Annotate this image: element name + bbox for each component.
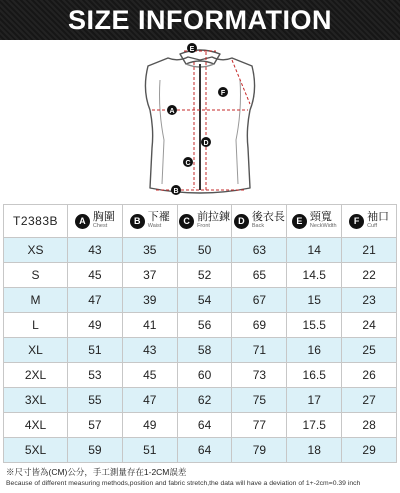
value-cell: 35	[122, 238, 177, 263]
value-cell: 77	[232, 413, 287, 438]
value-cell: 37	[122, 263, 177, 288]
value-cell: 49	[68, 313, 123, 338]
value-cell: 75	[232, 388, 287, 413]
col-neck-cn: 頸寬	[309, 211, 332, 224]
value-cell: 16.5	[287, 363, 342, 388]
value-cell: 23	[342, 288, 397, 313]
marker-f-label: F	[220, 90, 226, 97]
value-cell: 43	[122, 338, 177, 363]
value-cell: 71	[232, 338, 287, 363]
col-neck	[287, 205, 342, 238]
value-cell: 64	[177, 438, 232, 463]
value-cell: 62	[177, 388, 232, 413]
col-chest-cn: 胸圍	[92, 211, 115, 224]
col-back	[232, 205, 287, 238]
value-cell: 54	[177, 288, 232, 313]
cuff-measure-line	[232, 60, 250, 104]
size-table	[3, 204, 397, 463]
value-cell: 41	[122, 313, 177, 338]
col-chest	[68, 205, 123, 238]
value-cell: 53	[68, 363, 123, 388]
table-row	[4, 413, 397, 438]
value-cell: 28	[342, 413, 397, 438]
marker-b	[171, 185, 181, 195]
marker-f	[218, 87, 228, 97]
value-cell: 64	[177, 413, 232, 438]
size-cell: XL	[4, 338, 68, 363]
col-cuff-cn: 袖口	[367, 211, 390, 224]
marker-e	[187, 43, 197, 53]
value-cell: 45	[68, 263, 123, 288]
marker-c-label: C	[185, 160, 191, 167]
value-cell: 43	[68, 238, 123, 263]
value-cell: 27	[342, 388, 397, 413]
value-cell: 58	[177, 338, 232, 363]
value-cell: 22	[342, 263, 397, 288]
measurement-note-en: Because of different measuring methods,position and fabric stretch,the data will have a deviation of 1+-2cm=0.39 inch	[6, 480, 361, 487]
badge-b: B	[130, 214, 145, 229]
badge-a: A	[75, 214, 90, 229]
measurement-note-cn: ※尺寸皆為(CM)公分，手工測量存在1-2CM誤差	[6, 467, 187, 477]
value-cell: 17.5	[287, 413, 342, 438]
value-cell: 14.5	[287, 263, 342, 288]
value-cell: 50	[177, 238, 232, 263]
value-cell: 67	[232, 288, 287, 313]
value-cell: 17	[287, 388, 342, 413]
value-cell: 15	[287, 288, 342, 313]
marker-d	[201, 137, 211, 147]
value-cell: 56	[177, 313, 232, 338]
value-cell: 14	[287, 238, 342, 263]
size-cell: M	[4, 288, 68, 313]
value-cell: 51	[122, 438, 177, 463]
col-chest-en: Chest	[92, 223, 108, 230]
header-row	[4, 205, 397, 238]
marker-a	[167, 105, 177, 115]
value-cell: 18	[287, 438, 342, 463]
col-back-en: Back	[251, 223, 265, 230]
size-cell: 2XL	[4, 363, 68, 388]
value-cell: 26	[342, 363, 397, 388]
table-row	[4, 338, 397, 363]
col-back-cn: 後衣長	[251, 211, 285, 224]
vest-collar	[180, 50, 220, 64]
size-cell: S	[4, 263, 68, 288]
value-cell: 15.5	[287, 313, 342, 338]
table-row	[4, 288, 397, 313]
value-cell: 57	[68, 413, 123, 438]
value-cell: 47	[122, 388, 177, 413]
value-cell: 69	[232, 313, 287, 338]
table-row	[4, 238, 397, 263]
marker-b-label: B	[173, 188, 179, 195]
value-cell: 29	[342, 438, 397, 463]
value-cell: 73	[232, 363, 287, 388]
size-cell: XS	[4, 238, 68, 263]
value-cell: 24	[342, 313, 397, 338]
product-code: T2383B	[4, 205, 68, 238]
table-row	[4, 363, 397, 388]
value-cell: 51	[68, 338, 123, 363]
title-banner	[0, 0, 400, 40]
value-cell: 79	[232, 438, 287, 463]
size-cell: 4XL	[4, 413, 68, 438]
col-front-cn: 前拉鍊	[197, 211, 231, 224]
col-waist	[122, 205, 177, 238]
vest-diagram	[0, 40, 400, 200]
badge-f: F	[349, 214, 364, 229]
table-row	[4, 313, 397, 338]
badge-c: C	[179, 214, 194, 229]
value-cell: 25	[342, 338, 397, 363]
col-waist-cn: 下襬	[147, 211, 170, 224]
value-cell: 55	[68, 388, 123, 413]
col-cuff	[342, 205, 397, 238]
badge-e: E	[292, 214, 307, 229]
marker-a-label: A	[169, 108, 175, 115]
value-cell: 47	[68, 288, 123, 313]
value-cell: 16	[287, 338, 342, 363]
marker-e-label: E	[189, 46, 195, 53]
value-cell: 45	[122, 363, 177, 388]
badge-d: D	[234, 214, 249, 229]
col-front-en: Front	[197, 223, 210, 230]
table-row	[4, 388, 397, 413]
banner-title: SIZE INFORMATION	[68, 4, 332, 35]
col-waist-en: Waist	[147, 223, 162, 230]
size-cell: 3XL	[4, 388, 68, 413]
table-row	[4, 263, 397, 288]
marker-c	[183, 157, 193, 167]
col-front	[177, 205, 232, 238]
value-cell: 63	[232, 238, 287, 263]
size-cell: L	[4, 313, 68, 338]
col-neck-en: NeckWidth	[309, 223, 337, 230]
marker-d-label: D	[203, 140, 209, 147]
value-cell: 65	[232, 263, 287, 288]
value-cell: 21	[342, 238, 397, 263]
table-row	[4, 438, 397, 463]
value-cell: 39	[122, 288, 177, 313]
value-cell: 59	[68, 438, 123, 463]
size-cell: 5XL	[4, 438, 68, 463]
value-cell: 60	[177, 363, 232, 388]
value-cell: 49	[122, 413, 177, 438]
value-cell: 52	[177, 263, 232, 288]
col-cuff-en: Cuff	[367, 223, 378, 230]
